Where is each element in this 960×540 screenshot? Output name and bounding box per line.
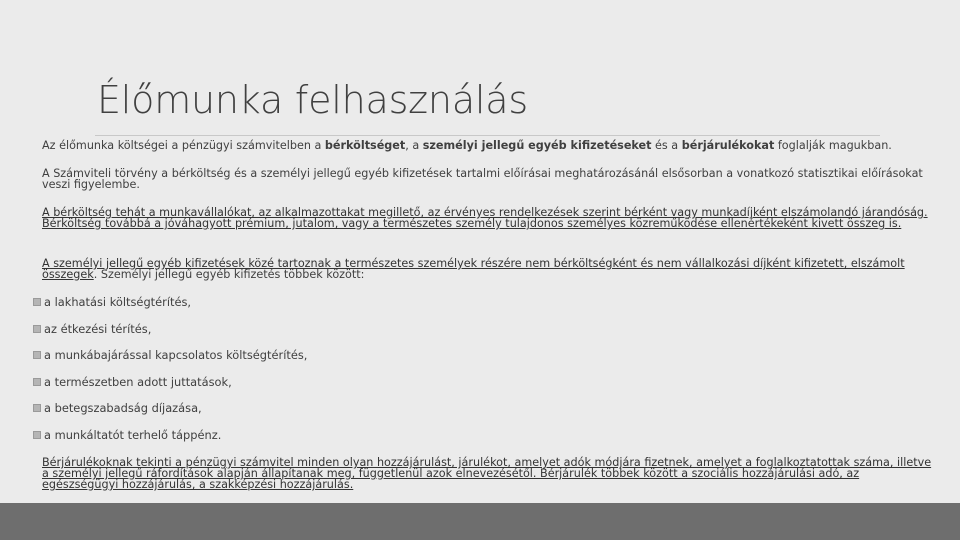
square-bullet-icon xyxy=(33,351,41,359)
list-item xyxy=(33,348,307,362)
paragraph-berjarulek: Bérjárulékoknak tekinti a pénzügyi számvitel minden olyan hozzájárulást, járulékot, amelyet adók módjára fizetnek, amelyet a foglalkoztatottak száma, illetve a személyi jellegű ráfordítások alapján állapítanak meg, függetlenül azok elnevezésétől. Bérjárulék többek között a szociális hozzájárulási adó, az egészségügyi hozzájárulás, a szakképzési hozzájárulás. xyxy=(42,456,932,491)
p1-bold-berjarulek: bérjárulékokat xyxy=(681,139,775,152)
slide-title: Élőmunka felhasználás xyxy=(97,78,528,122)
p1-text-post: foglalják magukban. xyxy=(774,139,892,152)
list-item-text: a betegszabadság díjazása, xyxy=(44,401,202,415)
list-item-text: a munkáltatót terhelő táppénz. xyxy=(44,428,222,442)
p4-underlined: A személyi jellegű egyéb kifizetések közé tartoznak a természetes személyek részére nem bérköltségként és nem vállalkozási díjként kifizetett, elszámolt összegek xyxy=(42,257,905,281)
square-bullet-icon xyxy=(33,298,41,306)
square-bullet-icon xyxy=(33,325,41,333)
list-item-text: az étkezési térítés, xyxy=(44,322,152,336)
p1-text-mid1: , a xyxy=(405,139,423,152)
p1-text-mid2: és a xyxy=(651,139,682,152)
square-bullet-icon xyxy=(33,404,41,412)
paragraph-berkoltseg: A bérköltség tehát a munkavállalókat, az alkalmazottakat megillető, az érvényes rendelkezések szerint bérként vagy munkadíjként elszámolandó járandóság. Bérköltség továbbá a jóváhagyott prémium, jutalom, vagy a természetes személy tulajdonos személyes közreműködése ellenértékeként kivett összeg is. xyxy=(42,206,928,230)
title-divider xyxy=(95,135,880,136)
list-item xyxy=(33,295,191,309)
list-item xyxy=(33,322,151,336)
square-bullet-icon xyxy=(33,431,41,439)
list-item xyxy=(33,401,202,415)
bottom-band xyxy=(0,503,960,540)
p1-bold-berkoltseg: bérköltséget xyxy=(324,139,406,152)
list-item xyxy=(33,375,232,389)
list-item-text: a munkábajárással kapcsolatos költségtérítés, xyxy=(44,348,308,362)
paragraph-szemelyi xyxy=(42,258,934,280)
list-item xyxy=(33,428,221,442)
paragraph-intro xyxy=(42,140,934,151)
p1-bold-szemelyi: személyi jellegű egyéb kifizetéseket xyxy=(422,139,652,152)
paragraph-szamviteli: A Számviteli törvény a bérköltség és a személyi jellegű egyéb kifizetések tartalmi előírásai meghatározásánál elsősorban a vonatkozó statisztikai előírásokat veszi figyelembe. xyxy=(42,167,923,191)
list-item-text: a lakhatási költségtérítés, xyxy=(44,295,192,309)
p4-plain: . Személyi jellegű egyéb kifizetés többek között: xyxy=(93,268,365,281)
list-item-text: a természetben adott juttatások, xyxy=(44,375,232,389)
p1-text-pre: Az élőmunka költségei a pénzügyi számvitelben a xyxy=(42,139,325,152)
square-bullet-icon xyxy=(33,378,41,386)
